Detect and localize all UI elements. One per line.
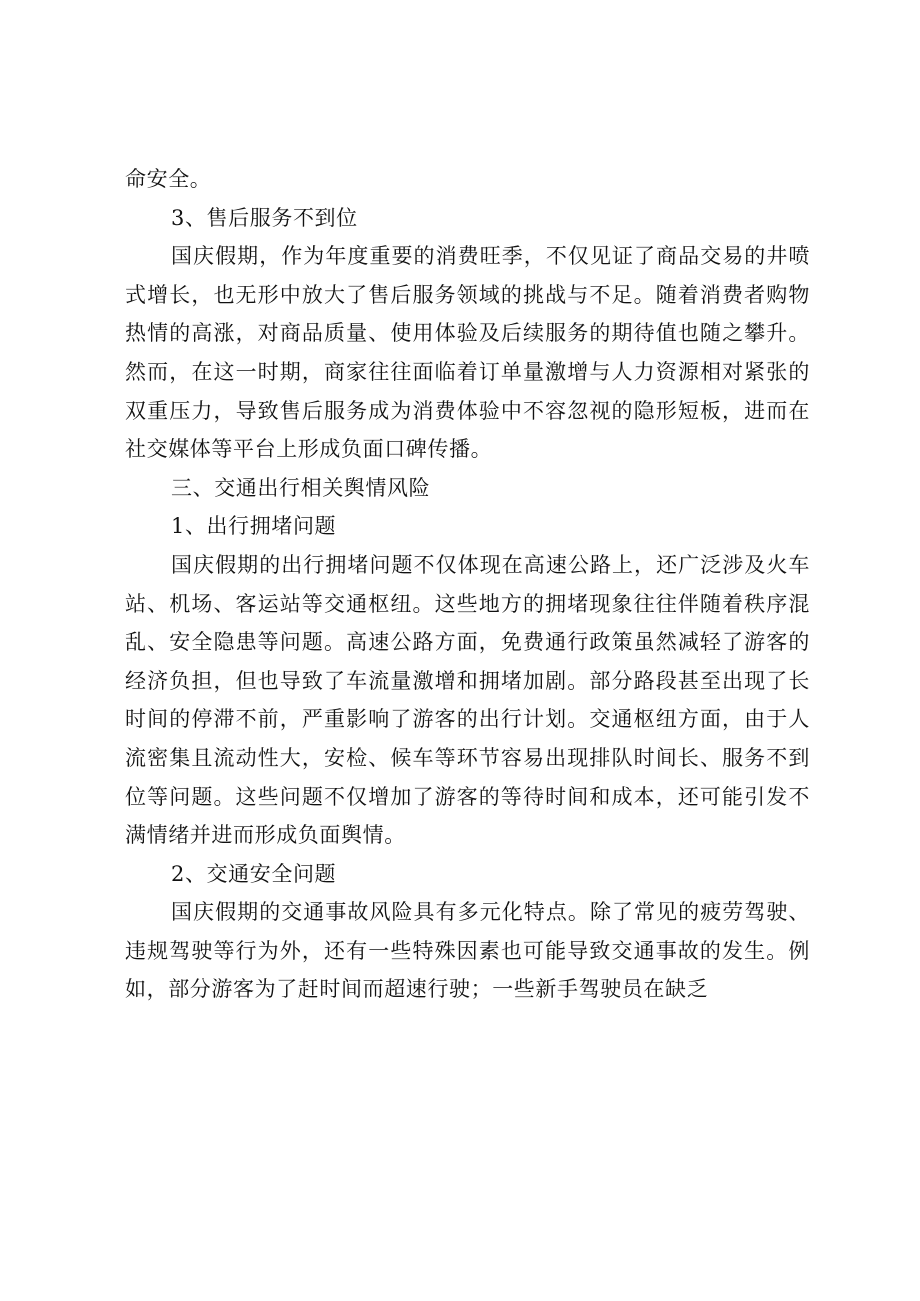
text-line: 至出现了长时间的停滞不前，严重影响了游客的出行计划。交通枢纽 [125, 668, 810, 732]
subsection-heading-congestion: 1、出行拥堵问题 [171, 514, 337, 539]
text-line: 相对紧张的双重压力，导致售后服务成为消费体验中不容忽视的隐形 [125, 359, 810, 423]
text-line: 秩序混乱、安全隐患等问题。高速公路方面，免费通行政策虽然减轻 [125, 591, 810, 655]
text-line: 之攀升。然而，在这一时期，商家往往面临着订单量激增与人力资源 [125, 321, 811, 384]
text-line: 者购物热情的高涨，对商品质量、使用体验及后续服务的期待值也随 [125, 282, 810, 346]
text-line: 国庆假期，作为年度重要的消费旺季，不仅见证了商品交易的 [171, 244, 767, 269]
text-line: 火车站、机场、客运站等交通枢纽。这些地方的拥堵现象往往伴随着 [125, 552, 810, 616]
paragraph-congestion [125, 546, 810, 855]
text-line: 了游客的经济负担，但也导致了车流量激增和拥堵加剧。部分路段甚 [125, 630, 811, 693]
subsection-heading-safety: 2、交通安全问题 [171, 861, 337, 886]
text-line: 国庆假期的出行拥堵问题不仅体现在高速公路上，还广泛涉及 [171, 552, 767, 577]
paragraph-safety [125, 893, 810, 1009]
document-body [125, 160, 810, 1009]
text-line: 本，还可能引发不满情绪并进而形成负面舆情。 [125, 784, 810, 848]
text-line: 井喷式增长，也无形中放大了售后服务领域的挑战与不足。随着消费 [125, 244, 810, 307]
text-line: 间长、服务不到位等问题。这些问题不仅增加了游客的等待时间和成 [125, 745, 810, 809]
text-line: 驶、违规驾驶等行为外，还有一些特殊因素也可能导致交通事故的发 [125, 900, 810, 963]
text-line: 命安全。 [125, 167, 212, 191]
text-line: 国庆假期的交通事故风险具有多元化特点。除了常见的疲劳驾 [171, 900, 767, 925]
paragraph-continuation [125, 160, 810, 199]
paragraph-after-sales [125, 237, 810, 469]
text-line: 生。例如，部分游客为了赶时间而超速行驶；一些新手驾驶员在缺乏 [125, 938, 810, 1002]
text-line: 方面，由于人流密集且流动性大，安检、候车等环节容易出现排队时 [125, 707, 810, 770]
section-heading-traffic: 三、交通出行相关舆情风险 [171, 475, 431, 500]
section-heading-after-sales: 3、售后服务不到位 [171, 205, 358, 230]
text-line: 短板，进而在社交媒体等平台上形成负面口碑传播。 [125, 398, 810, 462]
